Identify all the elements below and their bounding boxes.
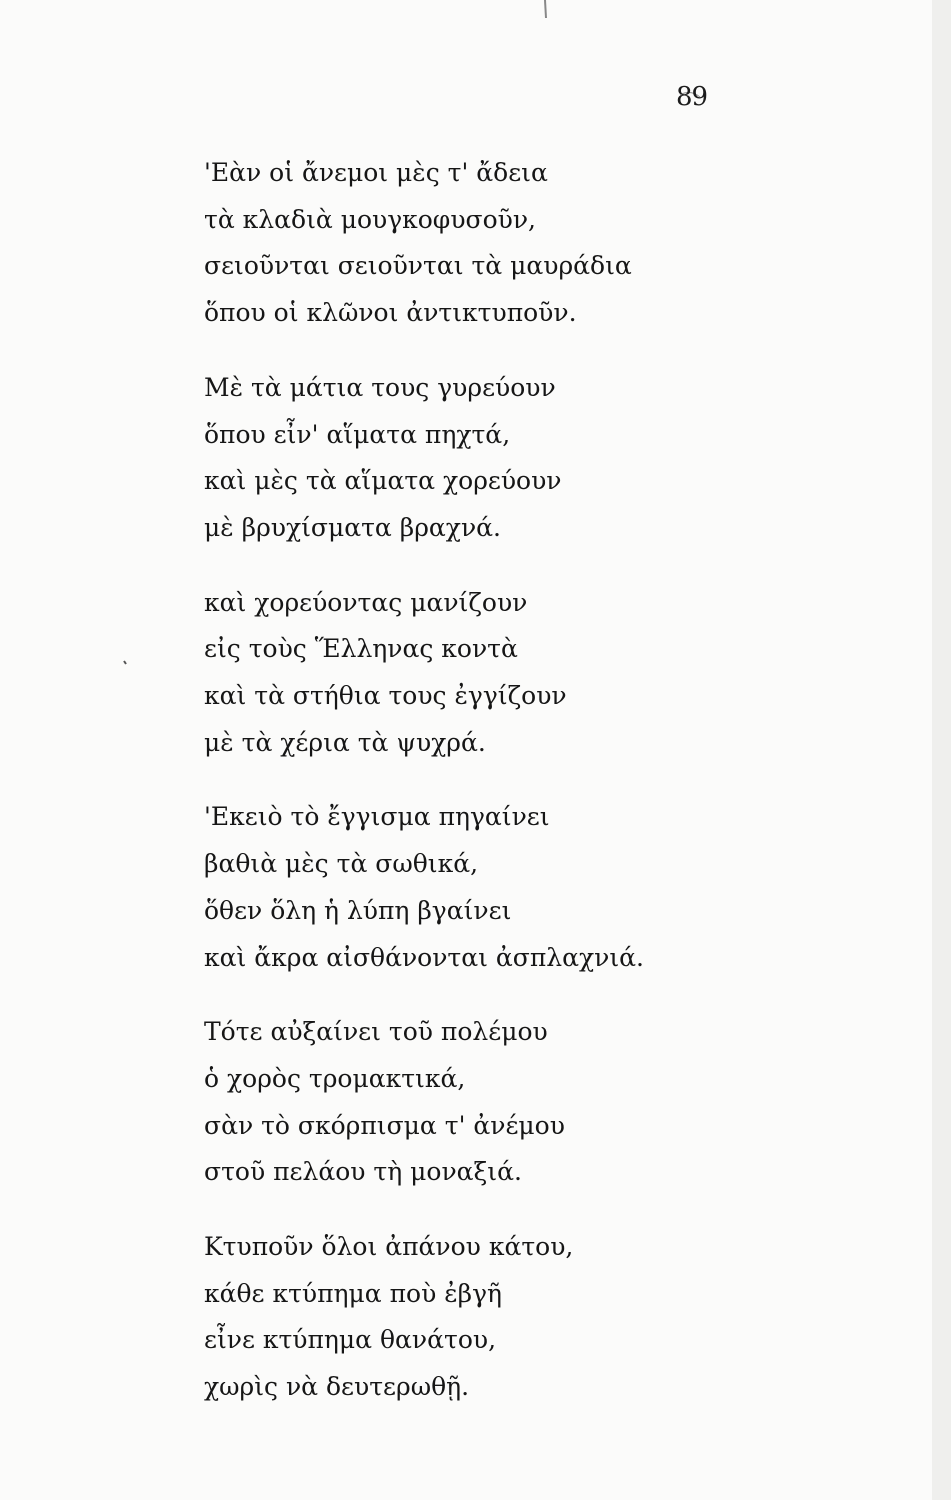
- poem-line: σὰν τὸ σκόρπισμα τ' ἀνέμου: [204, 1110, 565, 1140]
- poem-line: τὰ κλαδιὰ μουγκοφυσοῦν,: [204, 204, 536, 234]
- stanza: [204, 580, 764, 767]
- poem-line: Κτυποῦν ὅλοι ἀπάνου κάτου,: [204, 1232, 574, 1262]
- right-edge-shadow: [932, 0, 951, 1500]
- poem-line: μὲ τὰ χέρια τὰ ψυχρά.: [204, 727, 486, 757]
- poem-line: καὶ τὰ στήθια τους ἐγγίζουν: [204, 681, 567, 711]
- stanza: [204, 150, 764, 337]
- poem-line: στοῦ πελάου τὴ μοναξιά.: [204, 1157, 522, 1187]
- poem-line: καὶ ἄκρα αἰσθάνονται ἀσπλαχνιά.: [204, 942, 644, 972]
- poem: [204, 150, 764, 1439]
- poem-line: εἰς τοὺς Ἕλληνας κοντὰ: [204, 634, 518, 664]
- poem-line: ὅπου εἶν' αἵματα πηχτά,: [204, 419, 511, 449]
- poem-line: σειοῦνται σειοῦνται τὰ μαυράδια: [204, 251, 632, 281]
- poem-line: ὁ χορὸς τρομακτικά,: [204, 1063, 466, 1093]
- stanza: [204, 794, 764, 981]
- poem-line: 'Εὰν οἱ ἄνεμοι μὲς τ' ἄδεια: [204, 158, 548, 187]
- poem-line: κάθε κτύπημα ποὺ ἐβγῆ: [204, 1278, 503, 1308]
- stanza: [204, 365, 764, 552]
- poem-line: Τότε αὐξαίνει τοῦ πολέμου: [204, 1017, 548, 1047]
- page-number: 89: [676, 82, 708, 112]
- stanza: [204, 1009, 764, 1196]
- poem-line: βαθιὰ μὲς τὰ σωθικά,: [204, 849, 479, 879]
- poem-line: εἶνε κτύπημα θανάτου,: [204, 1325, 497, 1355]
- poem-line: καὶ μὲς τὰ αἵματα χορεύουν: [204, 466, 562, 496]
- poem-line: 'Εκειὸ τὸ ἔγγισμα πηγαίνει: [204, 802, 550, 832]
- stanza: [204, 1224, 764, 1411]
- poem-line: χωρὶς νὰ δευτερωθῇ.: [204, 1372, 470, 1402]
- poem-line: ὅπου οἱ κλῶνοι ἀντικτυποῦν.: [204, 298, 577, 328]
- margin-dot: [124, 661, 126, 664]
- poem-line: καὶ χορεύοντας μανίζουν: [204, 587, 528, 617]
- poem-line: μὲ βρυχίσματα βραχνά.: [204, 512, 501, 542]
- poem-line: Μὲ τὰ μάτια τους γυρεύουν: [204, 372, 556, 402]
- poem-line: ὅθεν ὅλη ἡ λύπη βγαίνει: [204, 895, 512, 925]
- top-scratch: [545, 0, 546, 18]
